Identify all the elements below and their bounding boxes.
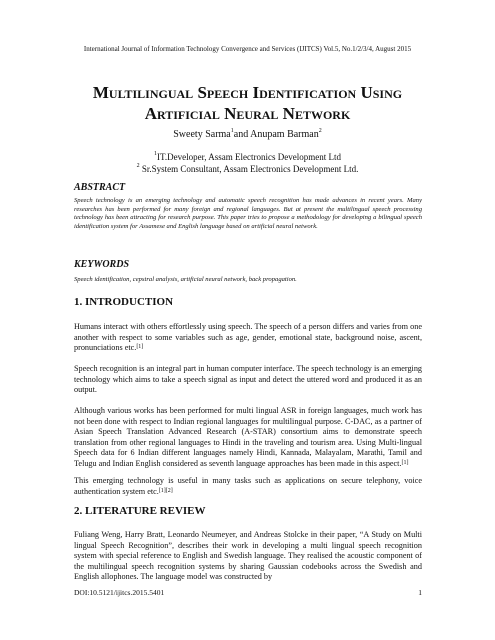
affiliation-1-text: IT.Developer, Assam Electronics Development Ltd <box>157 152 341 162</box>
intro-paragraph-1-text: Humans interact with others effortlessly using speech. The speech of a person differs and varies from one another with respect to some variables such as age, gender, emotional state, background noise, ascent, pronunciations etc. <box>74 322 422 352</box>
intro-paragraph-1 <box>74 322 422 354</box>
intro-paragraph-4 <box>74 476 422 497</box>
title-line-2: Artificial Neural Network <box>144 104 351 123</box>
citation-ref: [1] <box>401 459 409 466</box>
affiliation-2-mark: 2 <box>136 163 140 169</box>
author-2-affiliation-mark: 2 <box>318 128 322 134</box>
author-1-affiliation-mark: 1 <box>230 128 234 134</box>
affiliation-2-text: Sr.System Consultant, Assam Electronics Development Ltd. <box>139 164 359 174</box>
intro-paragraph-2-text: Speech recognition is an integral part in human computer interface. The speech technology is an emerging technology which aims to take a speech signal as input and detect the uttered word and produced it as an output. <box>74 364 423 394</box>
literature-paragraph-1-text: Fuliang Weng, Harry Bratt, Leonardo Neumeyer, and Andreas Stolcke in their paper, “A Study on Multi lingual Speech Recognition”, describes their work in developing a multi lingual speech recognition system with special reference to English and Swedish language. They realised the acoustic component of the multilingual speech recognition systems by sharing Gaussian codebooks across the Swedish and English allophones. The language model was constructed by <box>74 530 422 581</box>
intro-paragraph-2 <box>74 364 422 396</box>
citation-ref: [1] <box>136 344 144 350</box>
keywords-text: Speech identification, cepstral analysis, artificial neural network, back propagation. <box>74 276 297 283</box>
affiliation-1 <box>40 152 455 162</box>
page-number: 1 <box>418 588 422 597</box>
affiliation-2 <box>40 164 455 174</box>
affiliation-1-mark: 1 <box>154 151 158 157</box>
journal-header: International Journal of Information Technology Convergence and Services (IJITCS) Vol.5, No.1/2/3/4, August 2015 <box>83 45 412 53</box>
abstract-heading: ABSTRACT <box>74 182 126 193</box>
doi-text: DOI:10.5121/ijitcs.2015.5401 <box>74 588 165 597</box>
author-1: Sweety Sarma <box>173 129 231 140</box>
intro-paragraph-4-text: This emerging technology is useful in many tasks such as applications on secure telephony, voice authentication system etc. <box>74 476 422 496</box>
author-2: and Anupam Barman <box>233 129 319 140</box>
keywords-heading: KEYWORDS <box>74 259 130 270</box>
abstract-text: Speech technology is an emerging technology and automatic speech recognition has made advances in recent years. Many researches has been performed for many foreign and regional languages. But at present the multilingual speech processing technology has been attracting for research purpose. This paper tries to propose a methodology for developing a bilingual speech identification system for Assamese and English language based on artificial neural network. <box>74 197 422 231</box>
citation-ref: [1][2] <box>158 487 173 494</box>
author-list <box>40 129 455 140</box>
section-heading-literature-review: 2. LITERATURE REVIEW <box>74 505 206 517</box>
section-heading-introduction: 1. INTRODUCTION <box>74 296 174 308</box>
page-footer <box>74 588 422 597</box>
literature-paragraph-1 <box>74 530 422 583</box>
intro-paragraph-3-text: Although various works has been performed for multi lingual ASR in foreign languages, much work has not been done with respect to Indian regional languages for multilingual purpose. C-DAC, as a partner of Asian Speech Translation Advanced Research (A-STAR) consortium aims to demonstrate speech translation from other regional languages to Hindi in the traveling and tourism area. Using Multi-lingual Speech data for 6 Indian different languages namely Hindi, Kannada, Malayalam, Marathi, Tamil and Telugu and Indian English considered as seventh language approaches has been made in this aspect. <box>74 406 422 468</box>
title-line-1: Multilingual Speech Identification Using <box>92 83 403 102</box>
paper-title <box>40 82 455 124</box>
intro-paragraph-3 <box>74 406 422 469</box>
